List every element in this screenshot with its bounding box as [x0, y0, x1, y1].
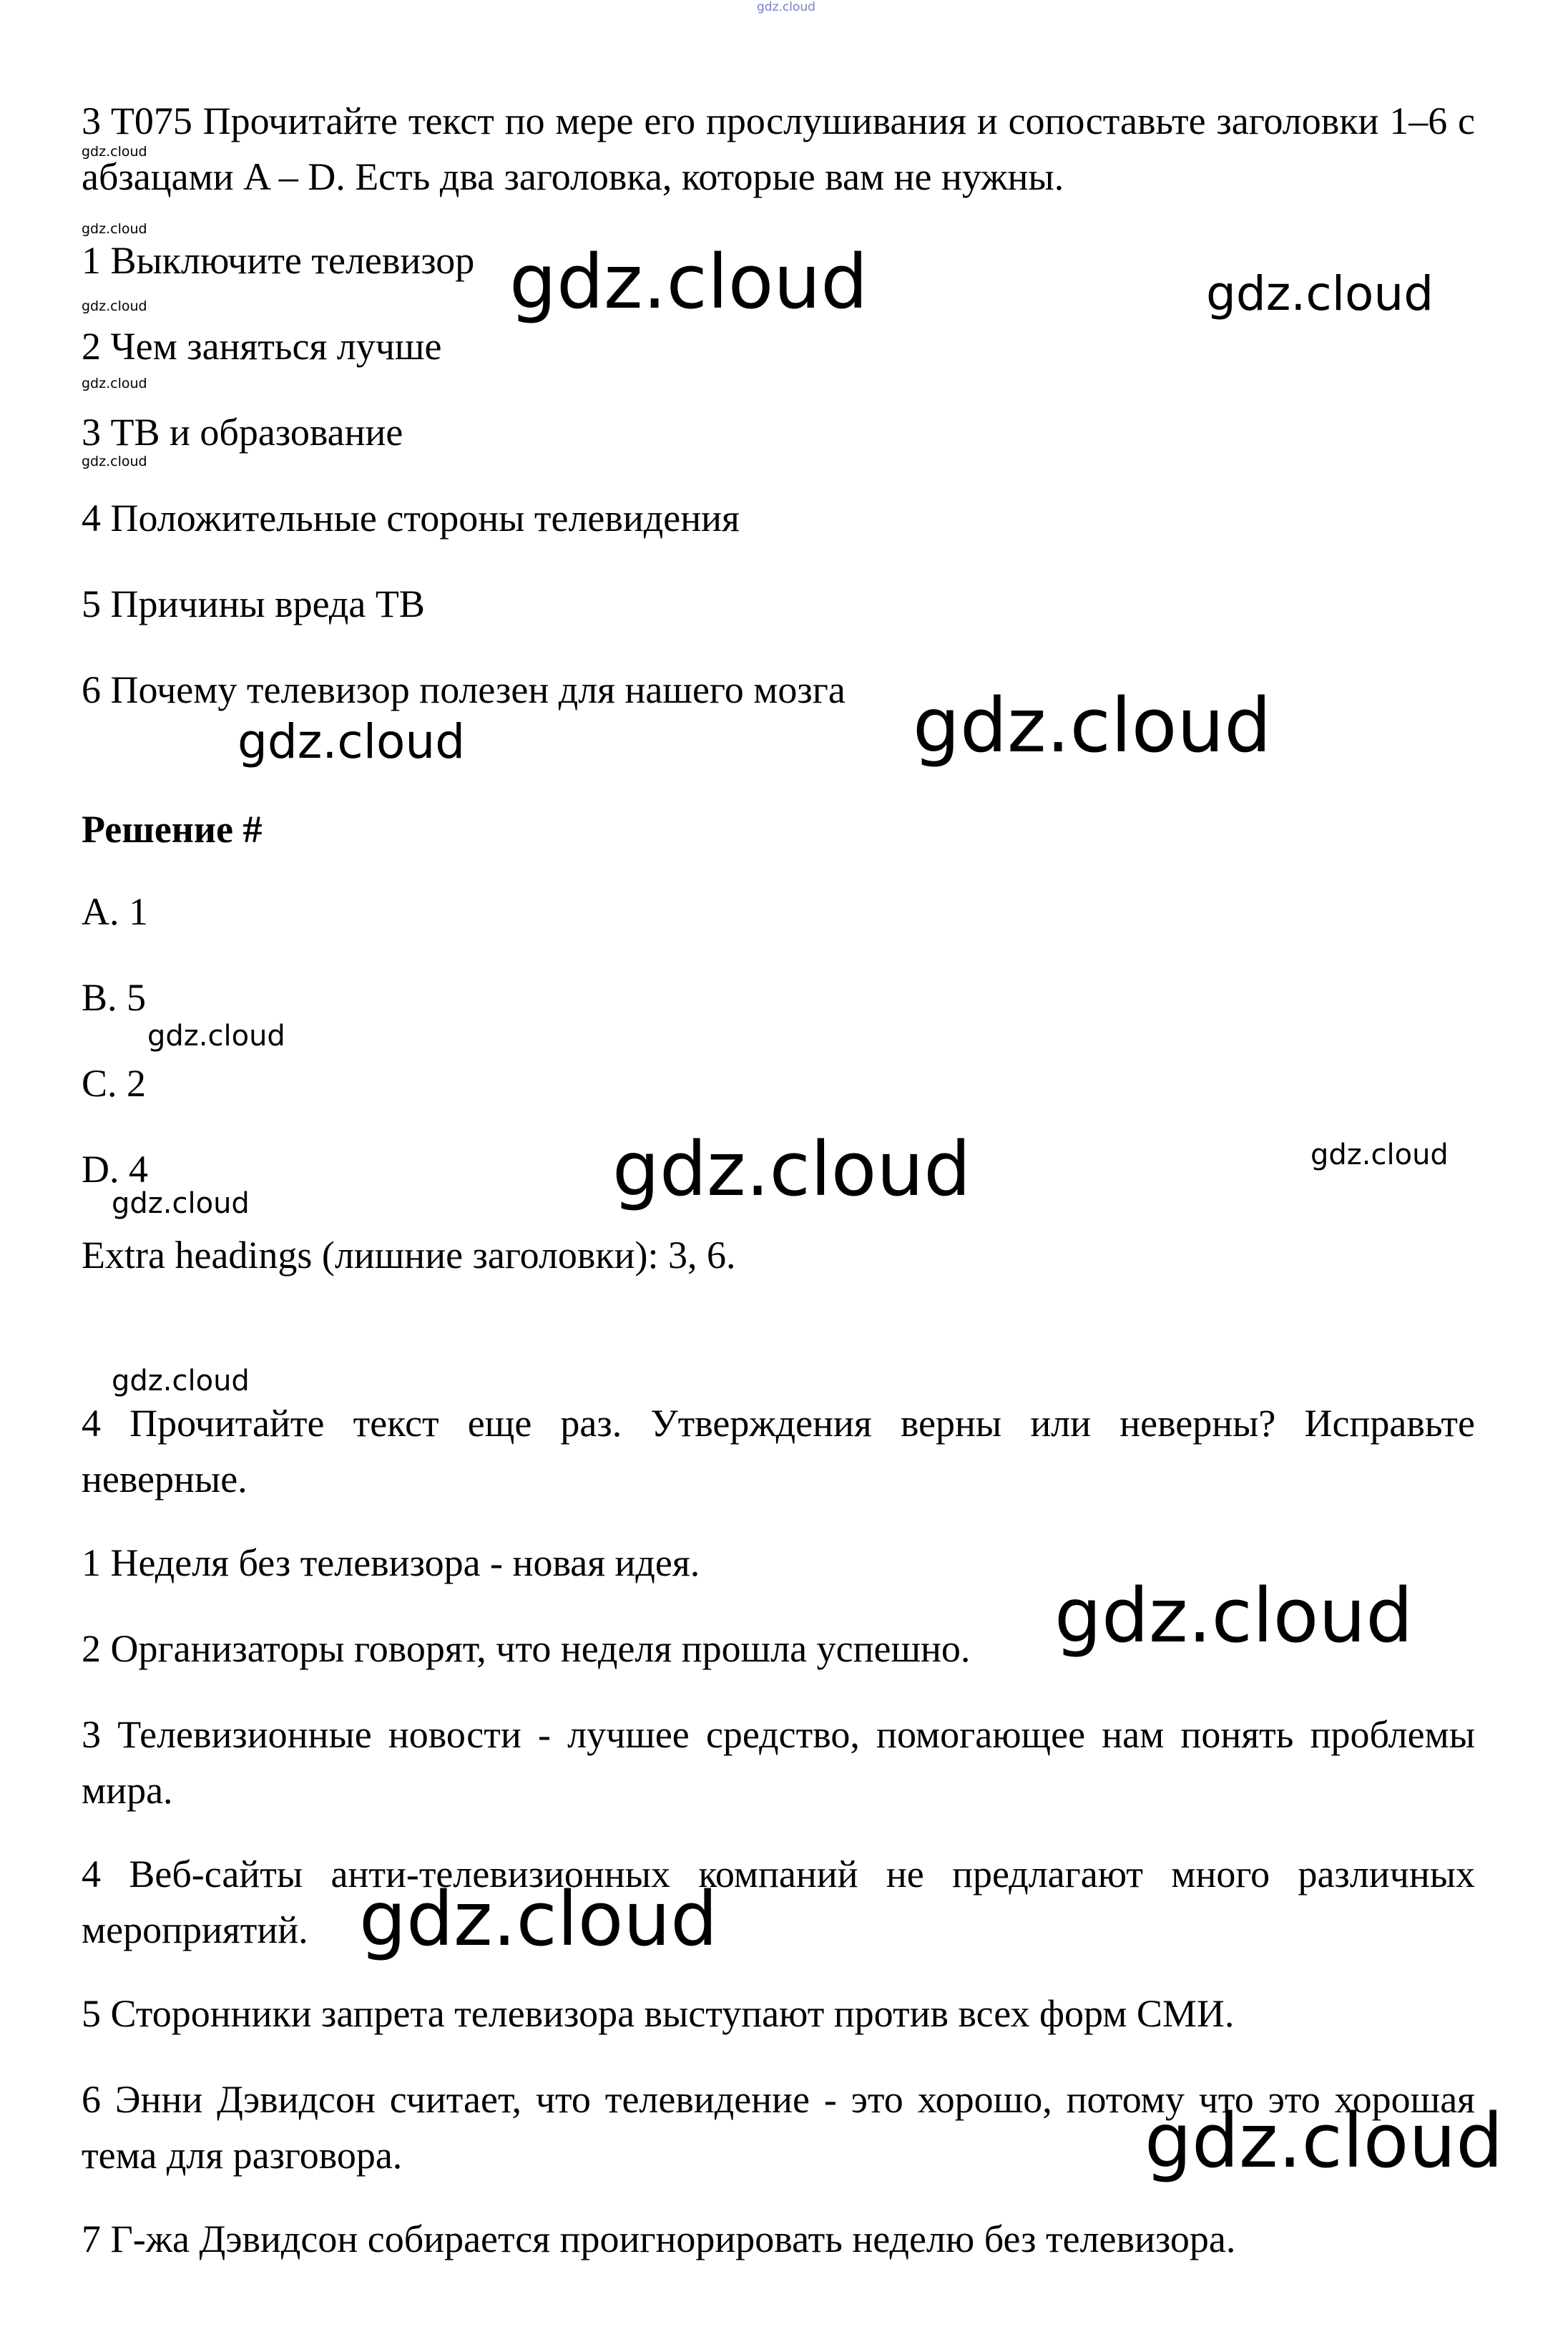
statement-item: 5 Сторонники запрета телевизора выступают против всех форм СМИ.: [82, 1992, 1235, 2035]
watermark: gdz.cloud: [82, 454, 147, 469]
watermark: gdz.cloud: [509, 238, 868, 326]
watermark: gdz.cloud: [913, 682, 1272, 769]
watermark: gdz.cloud: [757, 0, 815, 14]
watermark: gdz.cloud: [359, 1875, 718, 1963]
statement-item: 3 Телевизионные новости - лучшее средство, помогающее нам понять проблемы мира.: [82, 1713, 1475, 1812]
watermark: gdz.cloud: [147, 1020, 285, 1053]
answer-item: B. 5: [82, 976, 147, 1019]
watermark: gdz.cloud: [612, 1126, 971, 1213]
task4-intro: 4 Прочитайте текст еще раз. Утверждения верны или неверны? Исправьте неверные.: [82, 1402, 1475, 1501]
statement-item: 1 Неделя без телевизора - новая идея.: [82, 1541, 700, 1584]
watermark: gdz.cloud: [1206, 266, 1434, 321]
watermark: gdz.cloud: [237, 714, 466, 769]
watermark: gdz.cloud: [82, 298, 147, 314]
heading-item: 3 ТВ и образование: [82, 411, 403, 454]
answer-item: C. 2: [82, 1062, 147, 1105]
solution-title: Решение #: [82, 808, 263, 851]
answer-item: A. 1: [82, 890, 148, 933]
watermark: gdz.cloud: [82, 144, 147, 160]
statement-item: 7 Г-жа Дэвидсон собирается проигнорировать неделю без телевизора.: [82, 2218, 1236, 2260]
heading-item: 4 Положительные стороны телевидения: [82, 497, 740, 540]
heading-item: 2 Чем заняться лучше: [82, 325, 442, 368]
heading-item: 1 Выключите телевизор: [82, 239, 475, 282]
statement-item: 6 Энни Дэвидсон считает, что телевидение - это хорошо, потому что это хорошая тема для разговора.: [82, 2078, 1475, 2177]
watermark: gdz.cloud: [82, 376, 147, 391]
watermark: gdz.cloud: [112, 1187, 250, 1220]
heading-item: 5 Причины вреда ТВ: [82, 582, 425, 625]
answer-item: D. 4: [82, 1148, 148, 1191]
watermark: gdz.cloud: [82, 221, 147, 237]
statement-item: 2 Организаторы говорят, что неделя прошла успешно.: [82, 1627, 971, 1670]
task3-intro: 3 T075 Прочитайте текст по мере его прослушивания и сопоставьте заголовки 1–6 с абзацами A – D. Есть два заголовка, которые вам не нужны.: [82, 99, 1475, 198]
extra-headings: Extra headings (лишние заголовки): 3, 6.: [82, 1234, 736, 1277]
watermark: gdz.cloud: [112, 1365, 250, 1397]
watermark: gdz.cloud: [1054, 1572, 1413, 1659]
statement-item: 4 Веб-сайты анти-телевизионных компаний не предлагают много различных мероприятий.: [82, 1853, 1475, 1951]
watermark: gdz.cloud: [1145, 2097, 1504, 2185]
watermark: gdz.cloud: [1310, 1138, 1449, 1171]
heading-item: 6 Почему телевизор полезен для нашего мозга: [82, 668, 846, 711]
